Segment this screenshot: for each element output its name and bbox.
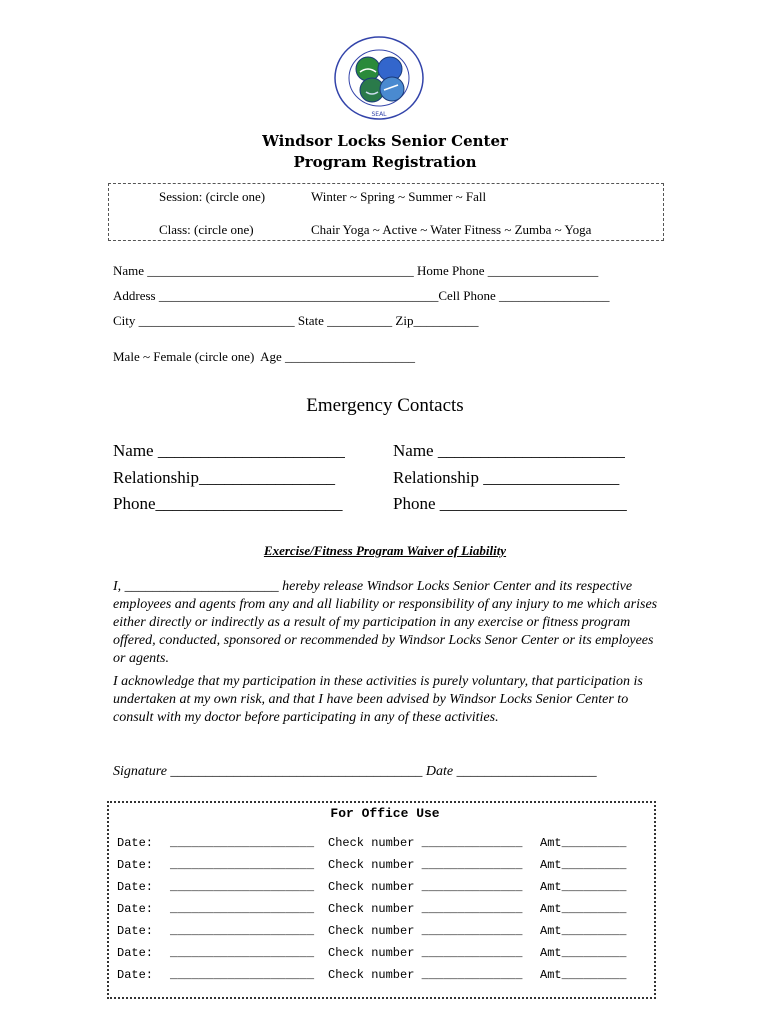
- class-options[interactable]: Chair Yoga ~ Active ~ Water Fitness ~ Zumba ~ Yoga: [311, 222, 592, 237]
- office-row-date-label: Date:: [117, 858, 154, 872]
- office-row-amount-field[interactable]: Amt_________: [540, 880, 627, 894]
- address-cell-field[interactable]: Address ___________________________________________Cell Phone _________________: [113, 288, 610, 303]
- waiver-paragraph-2: I acknowledge that my participation in these activities is purely voluntary, that participation is undertaken at my own risk, and that I have been advised by Windsor Locks Senior Center to consult with my doctor before participating in any of these activities.: [113, 674, 643, 725]
- office-row-date-field[interactable]: ____________________: [170, 880, 315, 894]
- office-row-date-label: Date:: [117, 946, 154, 960]
- office-row-amount-field[interactable]: Amt_________: [540, 836, 627, 850]
- office-row-date-field[interactable]: ____________________: [170, 968, 315, 982]
- office-row-date-field[interactable]: ____________________: [170, 902, 315, 916]
- office-row-amount-field[interactable]: Amt_________: [540, 924, 627, 938]
- emergency-right-name[interactable]: Name ______________________: [393, 441, 625, 460]
- office-row-date-label: Date:: [117, 968, 154, 982]
- office-row-date-label: Date:: [117, 880, 154, 894]
- office-row-check-number-field[interactable]: Check number ______________: [328, 858, 523, 872]
- office-use-heading: For Office Use: [330, 806, 440, 821]
- emergency-left-phone[interactable]: Phone______________________: [113, 494, 343, 513]
- office-row-check-number-field[interactable]: Check number ______________: [328, 946, 523, 960]
- office-row-check-number-field[interactable]: Check number ______________: [328, 924, 523, 938]
- office-row-date-label: Date:: [117, 902, 154, 916]
- form-subtitle: Program Registration: [293, 153, 477, 171]
- office-row-amount-field[interactable]: Amt_________: [540, 858, 627, 872]
- emergency-left-relationship[interactable]: Relationship________________: [113, 468, 335, 487]
- sex-age-field[interactable]: Male ~ Female (circle one) Age ____________________: [113, 349, 415, 364]
- signature-date-field[interactable]: Signature ____________________________________ Date ____________________: [113, 764, 597, 779]
- office-row-date-label: Date:: [117, 924, 154, 938]
- town-seal-logo: [332, 34, 426, 122]
- office-row-date-label: Date:: [117, 836, 154, 850]
- office-row-amount-field[interactable]: Amt_________: [540, 946, 627, 960]
- office-row-amount-field[interactable]: Amt_________: [540, 902, 627, 916]
- office-row-check-number-field[interactable]: Check number ______________: [328, 968, 523, 982]
- office-row-date-field[interactable]: ____________________: [170, 858, 315, 872]
- office-row-date-field[interactable]: ____________________: [170, 836, 315, 850]
- emergency-right-relationship[interactable]: Relationship ________________: [393, 468, 620, 487]
- city-state-zip-field[interactable]: City ________________________ State __________ Zip__________: [113, 313, 479, 328]
- class-label: Class: (circle one): [159, 222, 254, 237]
- name-phone-field[interactable]: Name _________________________________________ Home Phone _________________: [113, 263, 599, 278]
- waiver-paragraph-1: I, ______________________ hereby release Windsor Locks Senior Center and its respective employees and agents from any and all liability or responsibility of any injury to me which arises either directly or indirectly as a result of my participation in any exercise or fitness program offered, conducted, sponsored or recommended by Windsor Locks Senor Center or its employees or agents.: [113, 579, 658, 666]
- svg-text:SEAL: SEAL: [371, 111, 387, 118]
- emergency-left-name[interactable]: Name ______________________: [113, 441, 345, 460]
- session-label: Session: (circle one): [159, 189, 266, 204]
- office-row-check-number-field[interactable]: Check number ______________: [328, 836, 523, 850]
- waiver-heading: Exercise/Fitness Program Waiver of Liability: [263, 543, 507, 558]
- office-row-check-number-field[interactable]: Check number ______________: [328, 880, 523, 894]
- emergency-heading: Emergency Contacts: [306, 395, 464, 416]
- office-row-amount-field[interactable]: Amt_________: [540, 968, 627, 982]
- office-row-date-field[interactable]: ____________________: [170, 946, 315, 960]
- emergency-right-phone[interactable]: Phone ______________________: [393, 494, 627, 513]
- office-row-check-number-field[interactable]: Check number ______________: [328, 902, 523, 916]
- office-row-date-field[interactable]: ____________________: [170, 924, 315, 938]
- form-title: Windsor Locks Senior Center: [262, 132, 508, 150]
- session-options[interactable]: Winter ~ Spring ~ Summer ~ Fall: [311, 189, 487, 204]
